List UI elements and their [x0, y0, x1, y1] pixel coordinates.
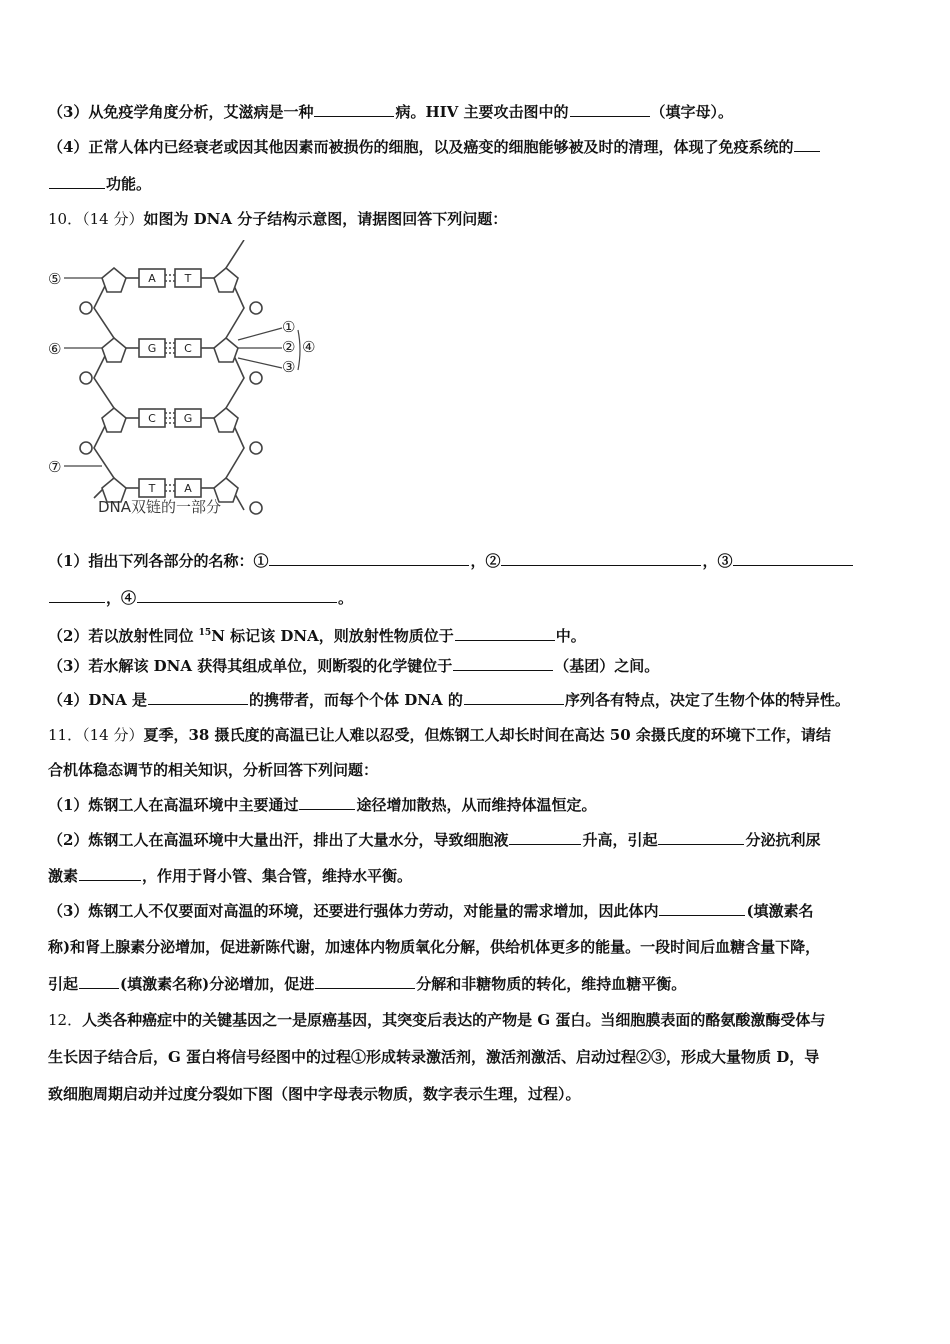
answer-blank[interactable] — [79, 974, 119, 989]
q11-sub3-line3: 引起 (填激素名称)分泌增加，促进 分解和非糖物质的转化，维持血糖平衡。 — [48, 975, 687, 993]
base-label: G — [147, 342, 157, 355]
figure-caption: DNA双链的一部分 — [98, 498, 222, 516]
marker-4: ④ — [302, 338, 316, 356]
answer-blank[interactable] — [79, 866, 141, 881]
answer-blank[interactable] — [658, 830, 744, 845]
answer-blank[interactable] — [794, 137, 820, 152]
base-label: T — [184, 272, 192, 285]
marker-2: ② — [282, 338, 296, 356]
answer-blank[interactable] — [455, 626, 555, 641]
q11-stem-line2: 合机体稳态调节的相关知识，分析回答下列问题： — [48, 761, 379, 779]
marker-5: ⑤ — [48, 270, 62, 288]
q11-sub1: （1）炼钢工人在高温环境中主要通过 途径增加散热，从而维持体温恒定。 — [48, 796, 597, 814]
q11-sub2-line1: （2）炼钢工人在高温环境中大量出汗，排出了大量水分，导致细胞液 升高，引起 分泌抗利尿 — [48, 831, 821, 849]
q11-sub2-line2: 激素 ，作用于肾小管、集合管，维持水平衡。 — [48, 867, 413, 885]
q9-sub4-line2: 功能。 — [48, 174, 902, 194]
dna-structure-diagram — [44, 240, 334, 525]
answer-blank[interactable] — [49, 174, 105, 189]
base-label: C — [148, 412, 156, 425]
marker-6: ⑥ — [48, 340, 62, 358]
q12-line2: 生长因子结合后，G 蛋白将信号经图中的过程①形成转录激活剂，激活剂激活、启动过程②③，形成大量物质 D，导 — [48, 1048, 820, 1066]
q12-line3: 致细胞周期启动并过度分裂如下图（图中字母表示物质，数字表示生理，过程）。 — [48, 1085, 581, 1103]
base-label: G — [183, 412, 193, 425]
base-label: C — [184, 342, 192, 355]
marker-3: ③ — [282, 358, 296, 376]
q10-stem: 10．（14 分）如图为 DNA 分子结构示意图，请据图回答下列问题： — [48, 210, 508, 228]
answer-blank[interactable] — [509, 830, 581, 845]
q10-sub1-line1: （1）指出下列各部分的名称：① ，② ，③ — [48, 551, 902, 571]
marker-7: ⑦ — [48, 458, 62, 476]
q11-sub3-line1: （3）炼钢工人不仅要面对高温的环境，还要进行强体力劳动，对能量的需求增加，因此体内 (填激素名 — [48, 902, 814, 920]
answer-blank[interactable] — [49, 588, 105, 603]
q11-sub3-line2: 称)和肾上腺素分泌增加，促进新陈代谢，加速体内物质氧化分解，供给机体更多的能量。一段时间后血糖含量下降， — [48, 938, 821, 956]
answer-blank[interactable] — [137, 588, 337, 603]
answer-blank[interactable] — [269, 551, 469, 566]
answer-blank[interactable] — [299, 795, 355, 810]
q10-sub2: （2）若以放射性同位 $^{15}$N 标记该 DNA，则放射性物质位于 中。 — [48, 627, 586, 645]
answer-blank[interactable] — [453, 656, 553, 671]
q10-sub1-line2: ，④ 。 — [48, 588, 902, 608]
base-label: T — [148, 482, 156, 495]
base-label: A — [184, 482, 192, 495]
q10-sub4: （4）DNA 是 的携带者，而每个个体 DNA 的 序列各有特点，决定了生物个体的特异性。 — [48, 691, 850, 709]
q10-sub3: （3）若水解该 DNA 获得其组成单位，则断裂的化学键位于 （基团）之间。 — [48, 657, 660, 675]
answer-blank[interactable] — [659, 901, 745, 916]
q9-sub3: （3）从免疫学角度分析，艾滋病是一种 病。HIV 主要攻击图中的 （填字母）。 — [48, 103, 734, 121]
q11-stem-line1: 11．（14 分）夏季，38 摄氏度的高温已让人难以忍受，但炼钢工人却长时间在高达 50 余摄氏度的环境下工作，请结 — [48, 726, 831, 744]
answer-blank[interactable] — [148, 690, 248, 705]
answer-blank[interactable] — [733, 551, 853, 566]
q9-sub4-line1: （4）正常人体内已经衰老或因其他因素而被损伤的细胞，以及癌变的细胞能够被及时的清理，体现了免疫系统的 — [48, 137, 902, 157]
answer-blank[interactable] — [570, 102, 650, 117]
answer-blank[interactable] — [501, 551, 701, 566]
q12-line1: 12．人类各种癌症中的关键基因之一是原癌基因，其突变后表达的产物是 G 蛋白。当细胞膜表面的酪氨酸激酶受体与 — [48, 1011, 826, 1029]
base-label: A — [148, 272, 156, 285]
answer-blank[interactable] — [464, 690, 564, 705]
marker-1: ① — [282, 318, 296, 336]
answer-blank[interactable] — [314, 102, 394, 117]
answer-blank[interactable] — [315, 974, 415, 989]
